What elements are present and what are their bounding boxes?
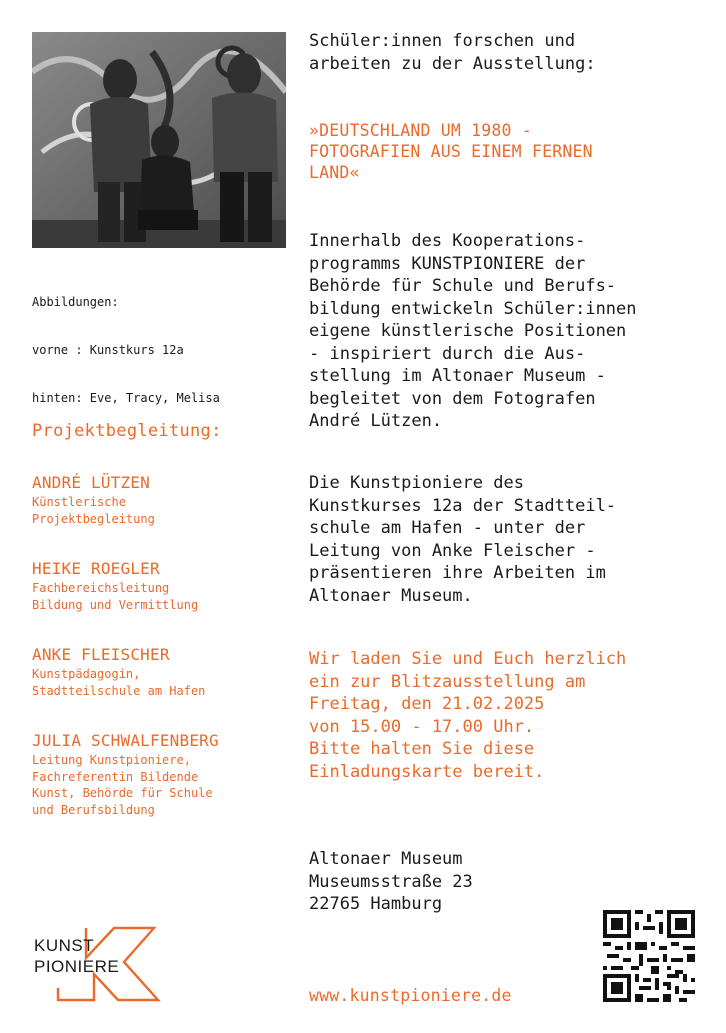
intro-line: Schüler:innen forschen und [309,31,576,51]
address-line: Museumsstraße 23 [309,871,473,892]
person-name: JULIA SCHWALFENBERG [32,731,219,750]
invitation-line: von 15.00 - 17.00 Uhr. [309,716,535,737]
paragraph-line: programms KUNSTPIONIERE der [309,253,586,274]
paragraph-line: André Lützen. [309,411,443,431]
title-line: LAND« [309,163,360,182]
paragraph-line: begleitet von dem Fotografen [309,388,596,409]
person-heike-roegler [32,559,198,613]
caption-line: Abbildungen: [32,295,119,309]
invitation-line: ein zur Blitzausstellung am [309,671,586,692]
invitation-line: Freitag, den 21.02.2025 [309,694,545,714]
title-line: »DEUTSCHLAND UM 1980 - [309,121,532,140]
logo-k-icon [32,924,162,1004]
paragraph-line: - inspiriert durch die Aus- [309,343,586,364]
invitation-text [309,648,709,783]
paragraph-line: stellung im Altonaer Museum - [309,366,606,386]
kunstpioniere-logo [32,924,162,1004]
paragraph-line: Leitung von Anke Fleischer - [309,540,596,561]
person-andre-luetzen [32,473,155,527]
paragraph-line: schule am Hafen - unter der [309,518,586,538]
course-paragraph [309,472,709,607]
qr-code-graphic [603,910,695,1002]
logo-text-line2: PIONIERE [34,957,120,976]
intro-text [309,30,709,75]
paragraph-line: Altonaer Museum. [309,585,473,606]
person-role-line: Fachbereichsleitung [32,581,170,595]
person-name: ANDRÉ LÜTZEN [32,473,150,492]
address-line: Altonaer Museum [309,849,463,869]
person-role-line: Bildung und Vermittlung [32,597,199,612]
website-link[interactable]: www.kunstpioniere.de [309,986,512,1005]
person-role-line: Fachreferentin Bildende [32,769,199,784]
museum-address [309,848,709,916]
paragraph-line: präsentieren ihre Arbeiten im [309,563,606,583]
paragraph-line: eigene künstlerische Positionen [309,321,627,341]
person-role-line: Kunstpädagogin, [32,667,141,681]
intro-line: arbeiten zu der Ausstellung: [309,53,596,74]
paragraph-line: Die Kunstpioniere des [309,473,524,493]
person-name: HEIKE ROEGLER [32,559,160,578]
logo-text-line1: KUNST [34,936,95,955]
person-julia-schwalfenberg [32,731,219,818]
invitation-line: Einladungskarte bereit. [309,761,545,782]
invitation-line: Wir laden Sie und Euch herzlich [309,649,627,669]
paragraph-line: Behörde für Schule und Berufs- [309,276,617,296]
exhibition-title [309,120,709,183]
student-photo [32,32,286,248]
project-heading: Projektbegleitung: [32,421,222,441]
person-role-line: Leitung Kunstpioniere, [32,753,191,767]
person-role-line: Projektbegleitung [32,511,155,526]
person-role-line: Kunst, Behörde für Schule [32,786,213,800]
person-anke-fleischer [32,645,205,699]
person-name: ANKE FLEISCHER [32,645,170,664]
program-paragraph [309,230,709,433]
photo-image [32,32,286,248]
title-line: FOTOGRAFIEN AUS EINEM FERNEN [309,142,593,161]
paragraph-line: bildung entwickeln Schüler:innen [309,298,637,319]
paragraph-line: Innerhalb des Kooperations- [309,231,586,251]
person-role-line: und Berufsbildung [32,802,155,817]
photo-caption [32,262,220,422]
person-role-line: Stadtteilschule am Hafen [32,683,206,698]
caption-line: vorne : Kunstkurs 12a [32,343,184,357]
caption-line: hinten: Eve, Tracy, Melisa [32,391,220,405]
paragraph-line: Kunstkurses 12a der Stadtteil- [309,495,617,516]
invitation-line: Bitte halten Sie diese [309,739,535,759]
qr-code-icon [603,910,695,1002]
address-line: 22765 Hamburg [309,894,443,914]
person-role-line: Künstlerische [32,495,126,509]
